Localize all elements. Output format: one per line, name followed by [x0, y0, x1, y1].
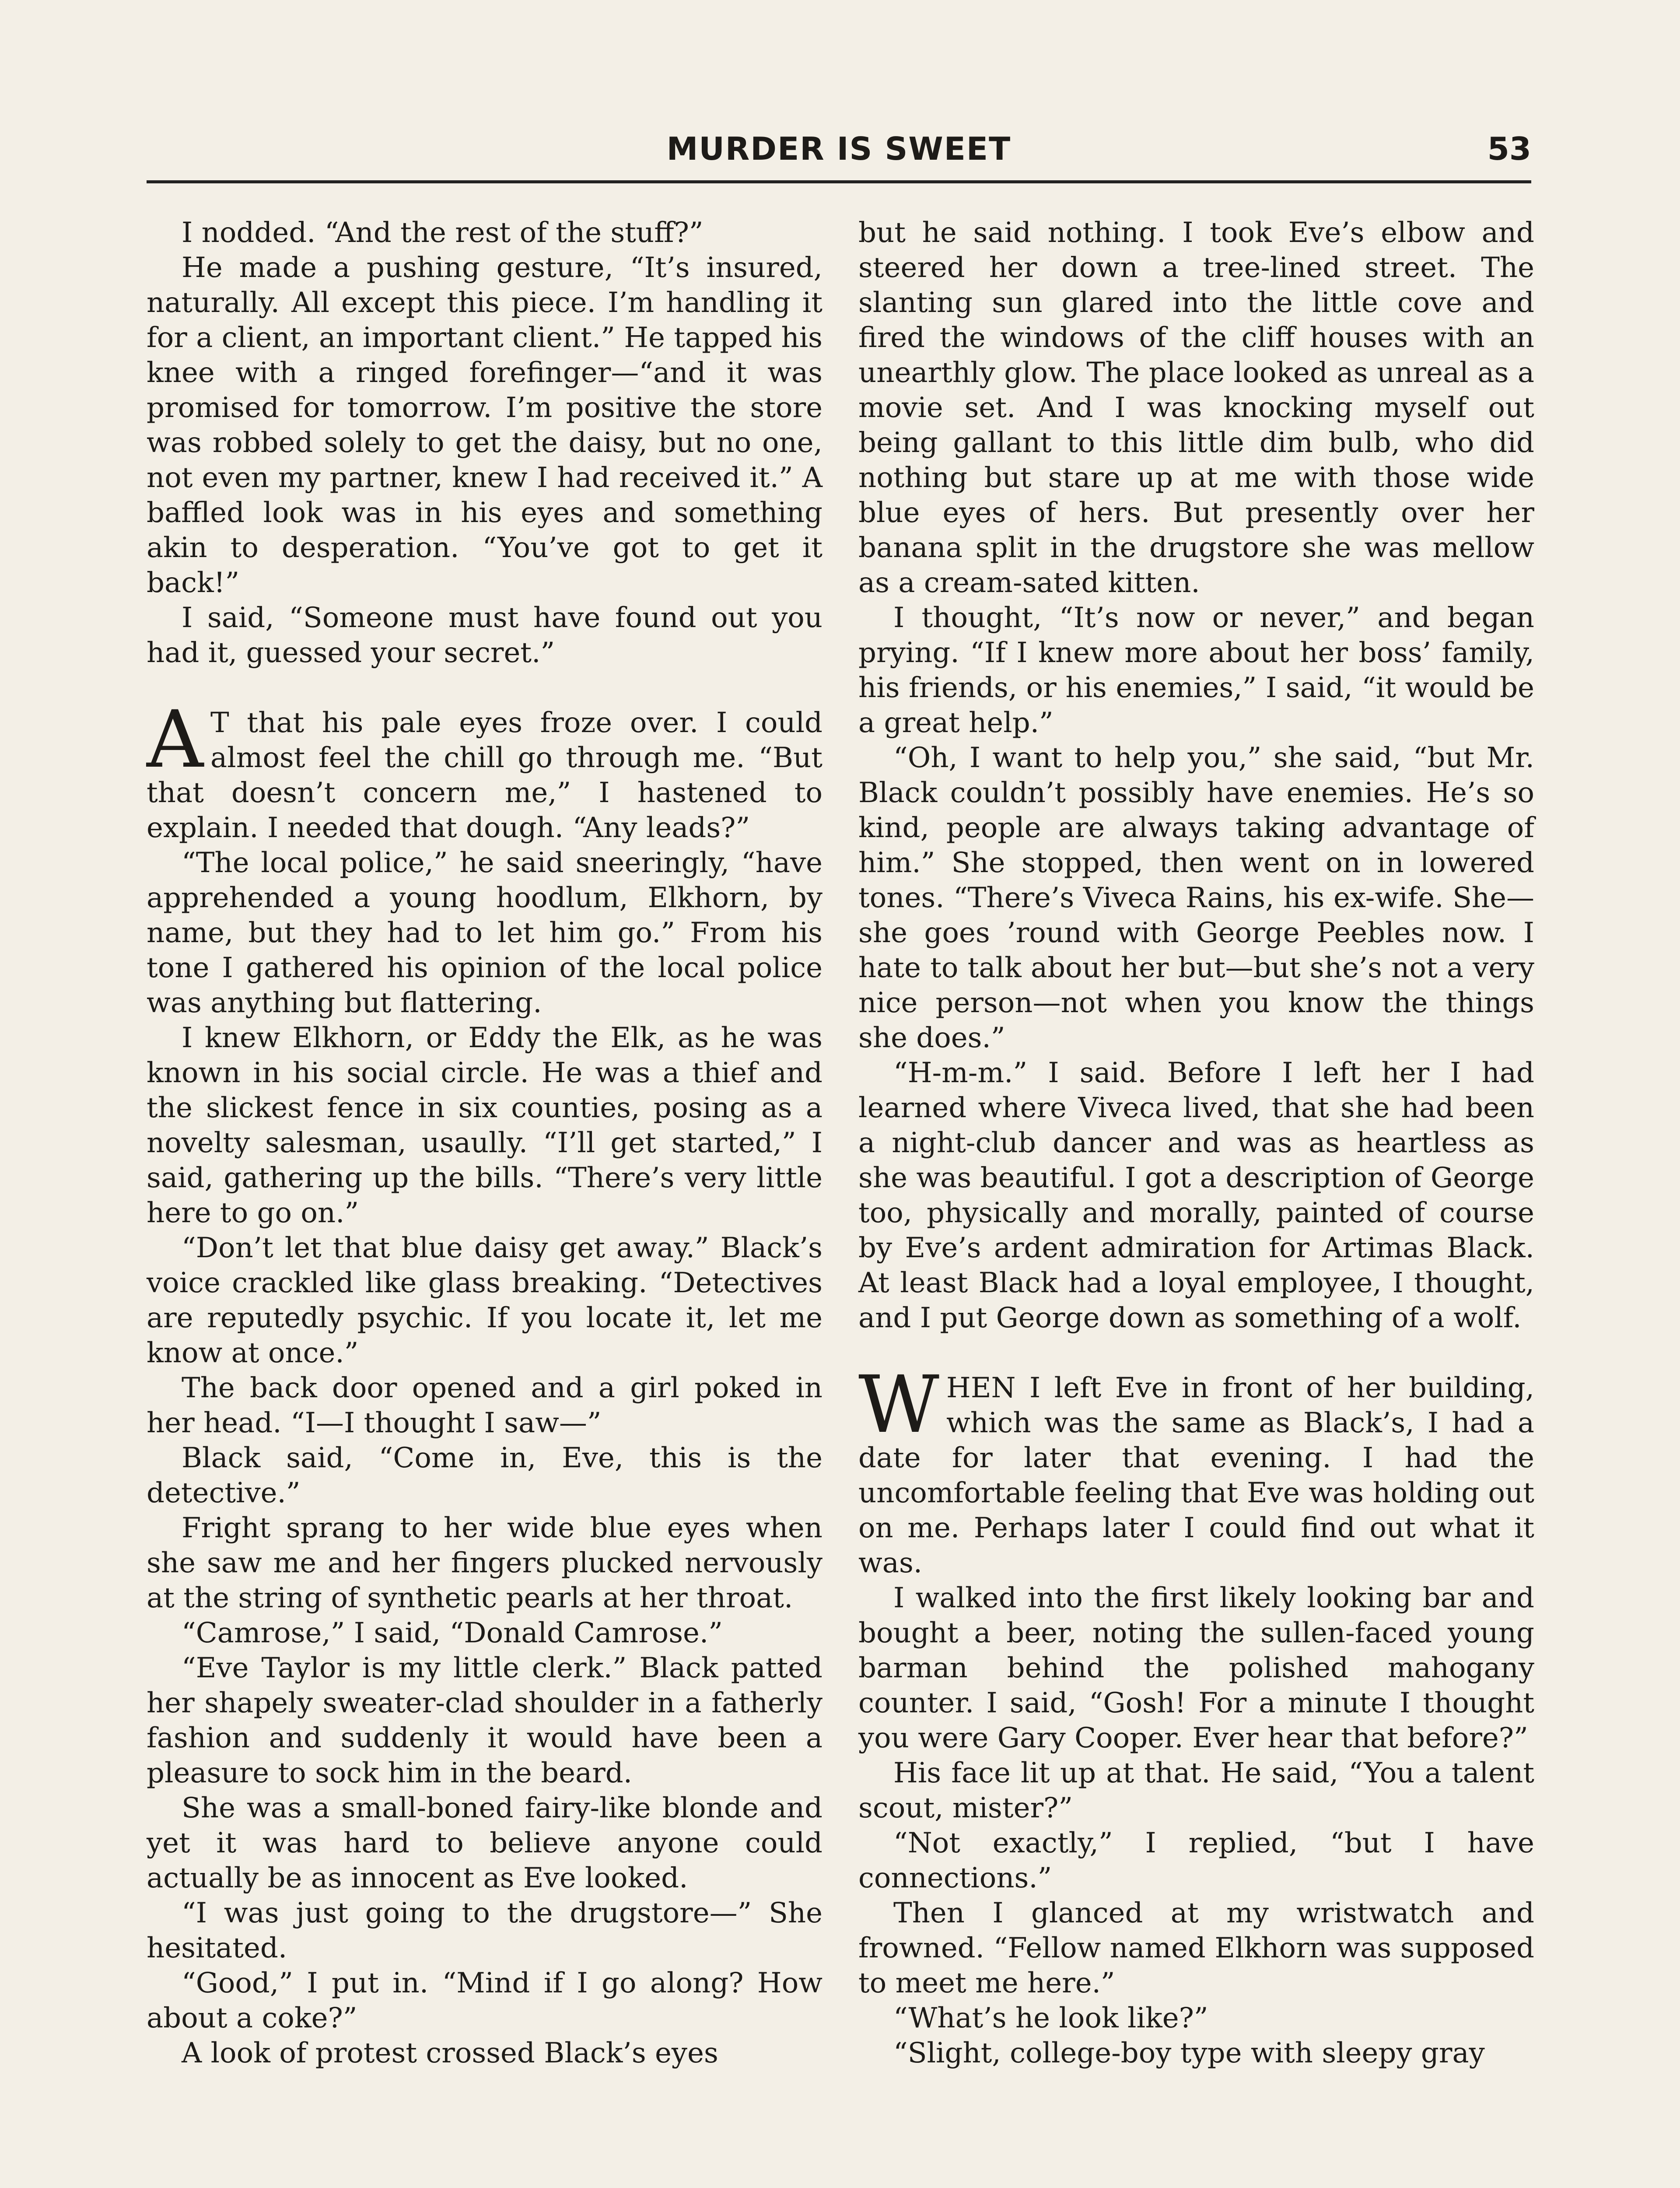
paragraph: “Don’t let that blue daisy get away.” Black’s voice crackled like glass breaking. “Detectives are reputedly psychic. If you locate it, let me know at once.”	[147, 1232, 822, 1369]
paragraph: “Slight, college-boy type with sleepy gray	[893, 2037, 1485, 2069]
paragraph: “Oh, I want to help you,” she said, “but Mr. Black couldn’t possibly have enemies. He’s so kind, people are always taking advantage of him.” She stopped, then went on in lowered tones. “There’s Viveca Rains, his ex-wife. She—she goes ’round with George Peebles now. I hate to talk about her but—but she’s not a very nice person—not when you know the things she does.”	[858, 742, 1534, 1054]
paragraph: “I was just going to the drugstore—” She hesitated.	[147, 1897, 822, 1964]
section-text: T that his pale eyes froze over. I could almost feel the chill go through me. “But that doesn’t concern me,” I hastened to explain. I needed that dough. “Any leads?”	[147, 707, 822, 844]
continued-paragraph: but he said nothing. I took Eve’s elbow and steered her down a tree-lined street. The slanting sun glared into the little cove and fired the windows of the cliff houses with an unearthly glow. The place looked as unreal as a movie set. And I was knocking myself out being gallant to this little dim bulb, who did nothing but stare up at me with those wide blue eyes of hers. But presently over her banana split in the drugstore she was mellow as a cream-sated kitten.	[858, 217, 1534, 599]
paragraph: “H-m-m.” I said. Before I left her I had learned where Viveca lived, that she had been a night-club dancer and was as heartless as she was beautiful. I got a description of George too, physically and morally, painted of course by Eve’s ardent admiration for Artimas Black. At least Black had a loyal employee, I thought, and I put George down as something of a wolf.	[858, 1057, 1534, 1334]
page-number: 53	[1487, 130, 1531, 167]
paragraph: I thought, “It’s now or never,” and began prying. “If I knew more about her boss’ family, his friends, or his enemies,” I said, “it would be a great help.”	[858, 602, 1534, 739]
paragraph: I nodded. “And the rest of the stuff?”	[182, 217, 704, 249]
paragraph: Then I glanced at my wristwatch and frowned. “Fellow named Elkhorn was supposed to meet me here.”	[858, 1897, 1534, 1999]
paragraph: His face lit up at that. He said, “You a talent scout, mister?”	[858, 1757, 1534, 1824]
paragraph: I walked into the first likely looking bar and bought a beer, noting the sullen-faced young barman behind the polished mahogany counter. I said, “Gosh! For a minute I thought you were Gary Cooper. Ever hear that before?”	[858, 1582, 1534, 1754]
paragraph: “Good,” I put in. “Mind if I go along? How about a coke?”	[147, 1967, 822, 2034]
paragraph: A look of protest crossed Black’s eyes	[182, 2037, 718, 2069]
drop-cap: W	[858, 1359, 940, 1451]
page-header	[147, 128, 1531, 183]
paragraph: She was a small-boned fairy-like blonde and yet it was hard to believe anyone could actually be as innocent as Eve looked.	[147, 1792, 822, 1894]
paragraph: “Not exactly,” I replied, “but I have connections.”	[858, 1827, 1534, 1894]
running-title: MURDER IS SWEET	[666, 130, 1012, 167]
paragraph: He made a pushing gesture, “It’s insured, naturally. All except this piece. I’m handling it for a client, an important client.” He tapped his knee with a ringed forefinger—“and it was promised for tomorrow. I’m positive the store was robbed solely to get the daisy, but no one, not even my partner, knew I had received it.” A baffled look was in his eyes and something akin to desperation. “You’ve got to get it back!”	[147, 252, 822, 599]
text-column-right	[858, 215, 1534, 2071]
paragraph: I said, “Someone must have found out you had it, guessed your secret.”	[147, 602, 822, 669]
paragraph: “Camrose,” I said, “Donald Camrose.”	[182, 1617, 723, 1649]
paragraph: The back door opened and a girl poked in her head. “I—I thought I saw—”	[147, 1372, 822, 1439]
paragraph: Black said, “Come in, Eve, this is the detective.”	[147, 1442, 822, 1509]
section-text: HEN I left Eve in front of her building, which was the same as Black’s, I had a date for later that evening. I had the uncomfortable feeling that Eve was holding out on me. Perhaps later I could find out what it was.	[858, 1372, 1534, 1579]
paragraph: “What’s he look like?”	[893, 2002, 1208, 2034]
paragraph: “The local police,” he said sneeringly, “have apprehended a young hoodlum, Elkhorn, by name, but they had to let him go.” From his tone I gathered his opinion of the local police was anything but flattering.	[147, 847, 822, 1019]
paragraph: I knew Elkhorn, or Eddy the Elk, as he was known in his social circle. He was a thief and the slickest fence in six counties, posing as a novelty salesman, usaully. “I’ll get started,” I said, gathering up the bills. “There’s very little here to go on.”	[147, 1022, 822, 1229]
section-opening-paragraph	[858, 1359, 1534, 1581]
drop-cap: A	[147, 694, 203, 785]
section-opening-paragraph	[147, 694, 822, 845]
paragraph: “Eve Taylor is my little clerk.” Black patted her shapely sweater-clad shoulder in a fatherly fashion and suddenly it would have been a pleasure to sock him in the beard.	[147, 1652, 822, 1789]
paragraph: Fright sprang to her wide blue eyes when she saw me and her fingers plucked nervously at the string of synthetic pearls at her throat.	[147, 1512, 822, 1614]
text-column-left	[147, 215, 822, 2071]
